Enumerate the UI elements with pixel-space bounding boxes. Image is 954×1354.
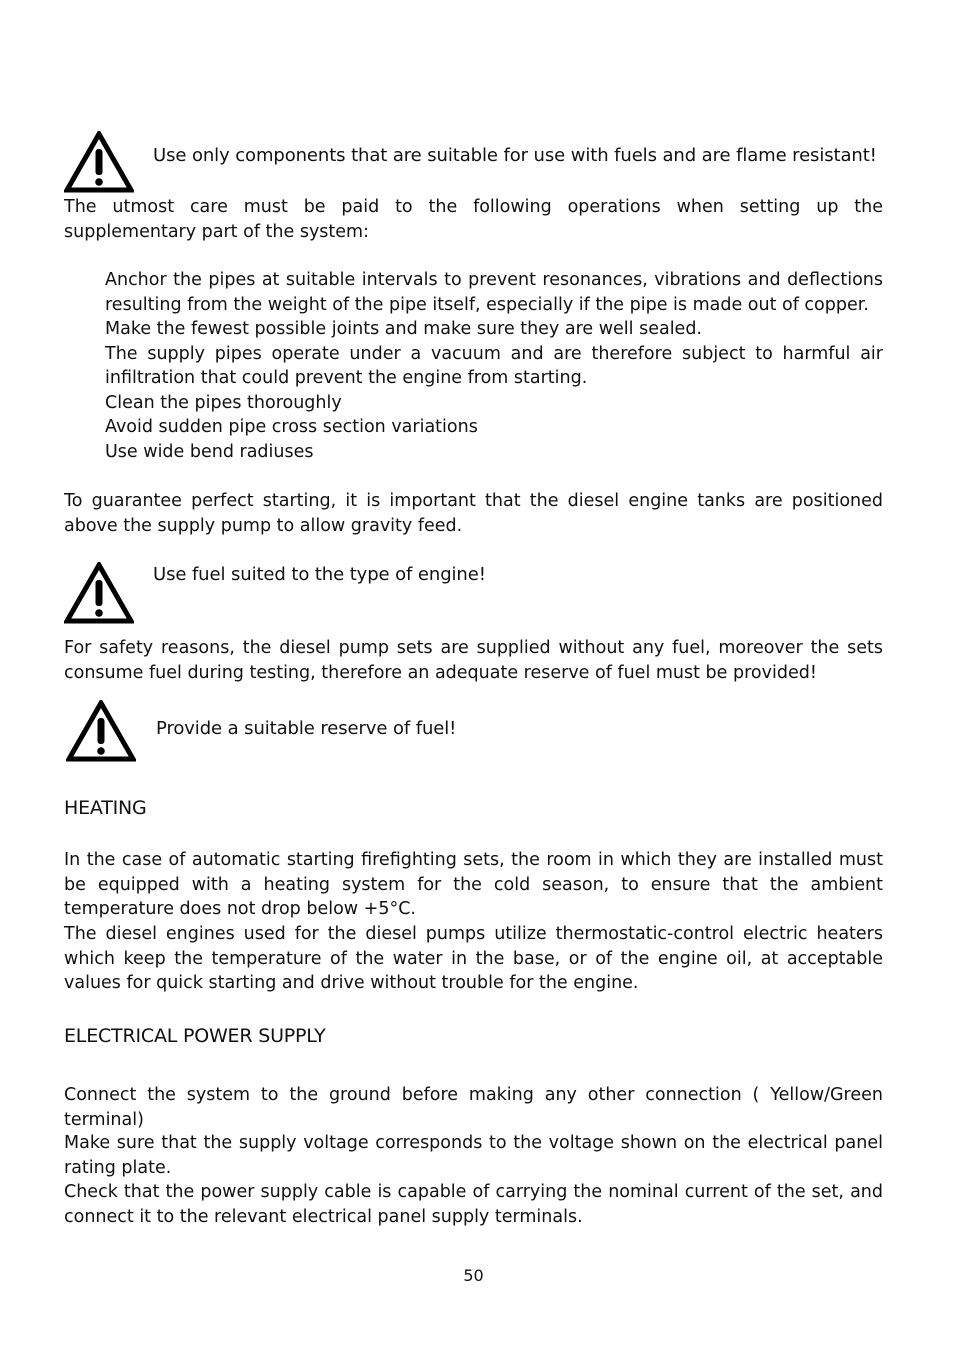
gravity-paragraph: To guarantee perfect starting, it is important that the diesel engine tanks are positioned above the supply pump to allow gravity feed. [64,491,883,536]
warning-block-fuel-type [64,562,883,626]
warning-text: Use only components that are suitable for use with fuels and are flame resistant! [153,145,877,166]
list-item: Make the fewest possible joints and make sure they are well sealed. [105,319,702,339]
intro-paragraph: The utmost care must be paid to the following operations when setting up the supplementary part of the system: [64,197,883,242]
heating-paragraph-2: The diesel engines used for the diesel pumps utilize thermostatic-control electric heaters which keep the temperature of the water in the base, or of the engine oil, at acceptable values for quick starting and drive without trouble for the engine. [64,924,883,993]
list-item: Use wide bend radiuses [105,441,314,462]
page-number: 50 [463,1266,484,1285]
electrical-paragraph-1: Connect the system to the ground before making any other connection ( Yellow/Green terminal) [64,1085,883,1130]
section-heading-heating: HEATING [64,797,147,819]
safety-paragraph: For safety reasons, the diesel pump sets are supplied without any fuel, moreover the sets consume fuel during testing, therefore an adequate reserve of fuel must be provided! [64,638,883,683]
warning-text: Provide a suitable reserve of fuel! [156,718,457,739]
warning-text: Use fuel suited to the type of engine! [153,564,486,585]
list-item: The supply pipes operate under a vacuum and are therefore subject to harmful air infiltration that could prevent the engine from starting. [105,343,883,388]
electrical-paragraph-3: Check that the power supply cable is capable of carrying the nominal current of the set, and connect it to the relevant electrical panel supply terminals. [64,1182,883,1227]
warning-block-components [64,131,883,195]
list-item: Avoid sudden pipe cross section variations [105,417,478,437]
operations-list [105,268,883,464]
warning-triangle-icon [64,562,134,624]
heating-paragraph-1: In the case of automatic starting firefighting sets, the room in which they are installed must be equipped with a heating system for the cold season, to ensure that the ambient temperature does not drop below +5°C. [64,850,883,919]
section-heading-electrical: ELECTRICAL POWER SUPPLY [64,1025,326,1047]
warning-triangle-icon [64,131,134,193]
electrical-paragraph-2: Make sure that the supply voltage corresponds to the voltage shown on the electrical panel rating plate. [64,1133,883,1178]
warning-block-fuel-reserve [66,700,885,764]
list-item: Anchor the pipes at suitable intervals to prevent resonances, vibrations and deflections resulting from the weight of the pipe itself, especially if the pipe is made out of copper. [105,270,883,315]
warning-triangle-icon [66,700,136,762]
list-item: Clean the pipes thoroughly [105,392,342,413]
